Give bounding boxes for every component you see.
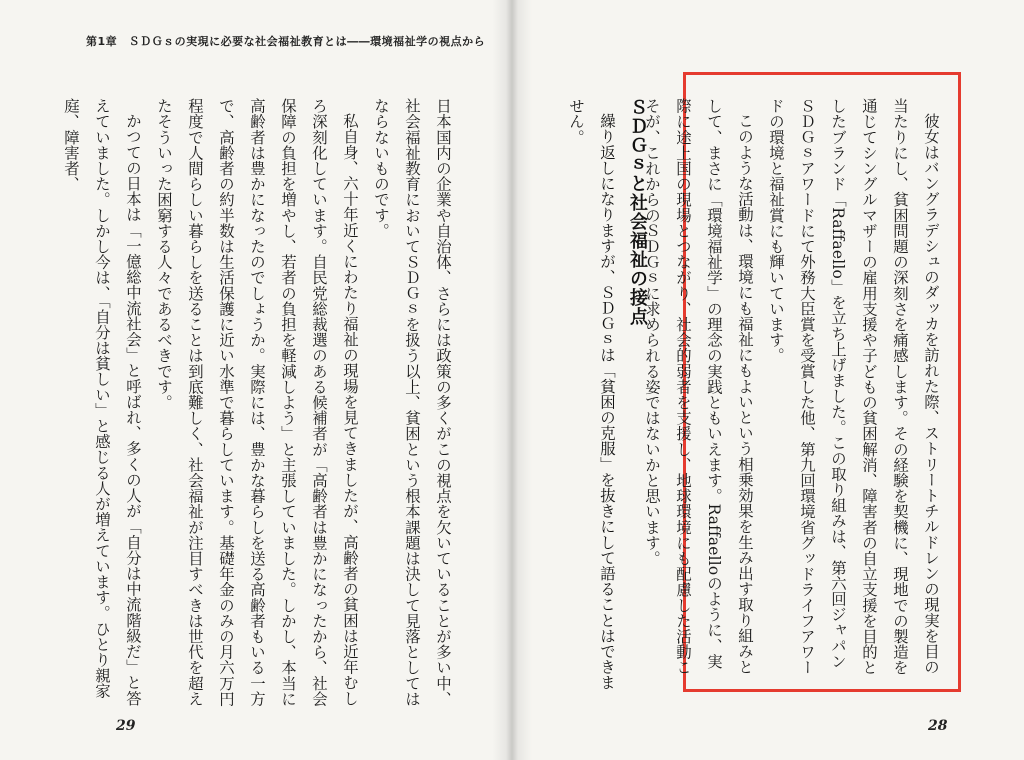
boxed-paragraph-1: 彼女はバングラデシュのダッカを訪れた際、ストリートチルドレンの現実を目の当たりにし、貧困問題の深刻さを痛感します。その経験を契機に、現地での製造を通じてシングルマザーの雇用支援や子どもの貧困解消、障害者の自立支援を目的としたブランド「Raffaello」を立ち上げました。この取り組みは、第六回ジャパンＳＤＧｓアワードにて外務大臣賞を受賞した他、第九回環境省グッドライフアワードの環境と福祉賞にも輝いています。	[767, 98, 940, 676]
left-paragraph-2: 私自身、六十年近くにわたり福祉の現場を見てきましたが、高齢者の貧困は近年むしろ深刻化しています。自民党総裁選のある候補者が「高齢者は豊かになったから、社会保障の負担を増やし、若者の負担を軽減しよう」と主張していました。しかし、本当に高齢者は豊かになったのでしょうか。実際には、豊かな暮らしを送る高齢者もいる一方で、高齢者の約半数は生活保護に近い水準で暮らしています。基礎年金のみの月六万円程度で人間らしい暮らしを送ることは到底難しく、社会福祉が注目すべきは世代を超えたそういった困窮する人々であるべきです。	[155, 98, 359, 707]
left-paragraph-3: かつての日本は「一億総中流社会」と呼ばれ、多くの人が「自分は中流階級だ」と答えていました。しかし今は、「自分は貧しい」と感じる人が増えています。ひとり親家庭、障害者、	[62, 98, 142, 707]
left-page-body	[62, 98, 458, 710]
running-head: 第1章 ＳＤＧｓの実現に必要な社会福祉教育とは――環境福祉学の視点から	[86, 35, 486, 48]
page-number-left: 29	[116, 718, 136, 734]
boxed-paragraph-2: このような活動は、環境にも福祉にもよいという相乗効果を生み出す取り組みとして、まさに「環境福祉学」の理念の実践ともいえます。Raffaelloのように、実際に途上国の現場とつながり、社会的弱者を支援し、地球環境にも配慮した活動こそが、これからのＳＤＧｓに求められる姿ではないかと思います。	[643, 98, 754, 676]
book-gutter	[492, 0, 532, 760]
left-paragraph-1: 日本国内の企業や自治体、さらには政策の多くがこの視点を欠いていることが多い中、社会福祉教育においてＳＤＧｓを扱う以上、貧困という根本課題は決して見落としてはならないものです。	[372, 98, 452, 707]
boxed-body	[643, 98, 946, 680]
page-number-right: 28	[928, 718, 948, 734]
section-paragraph: 繰り返しになりますが、ＳＤＧｓは「貧困の克服」を抜きにして語ることはできません。	[567, 98, 616, 691]
section-heading: ＳＤＧｓと社会福祉の接点	[627, 98, 648, 326]
